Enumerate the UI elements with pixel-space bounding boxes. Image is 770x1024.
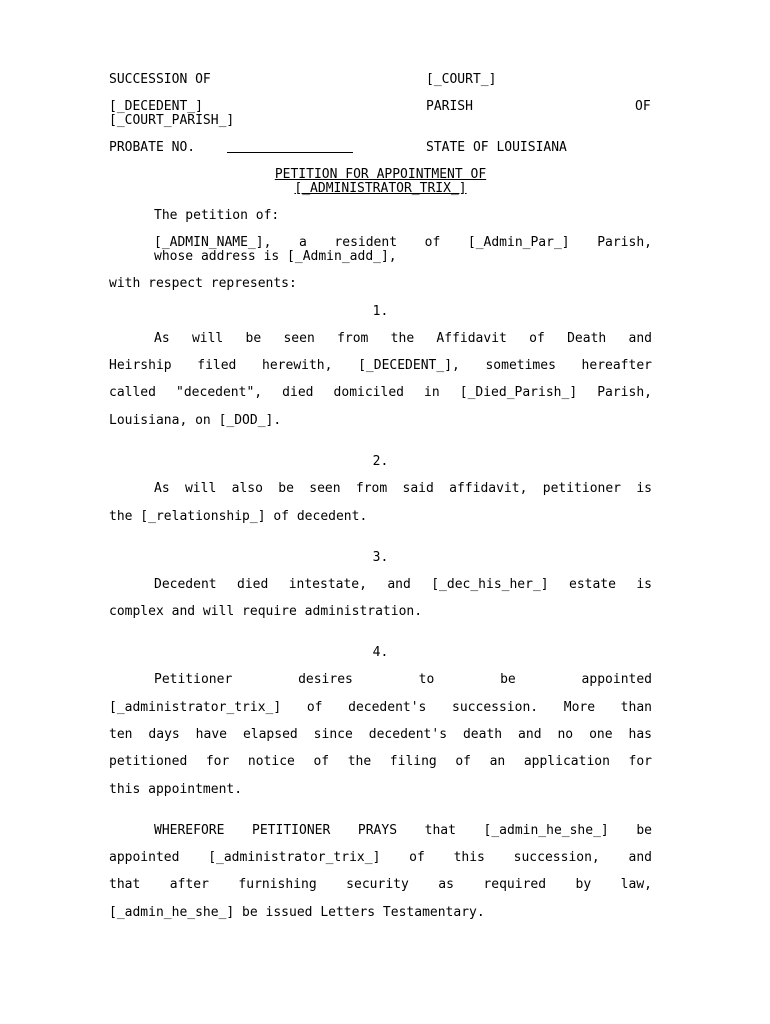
prayer-line-4: [_admin_he_she_] be issued Letters Testamentary. <box>109 905 485 920</box>
petition-of: The petition of: <box>154 208 280 223</box>
section-number-4: 4. <box>372 645 389 660</box>
section-4-line-5: this appointment. <box>109 782 243 797</box>
section-1-line-3: called "decedent", died domiciled in [_Died_Parish_] Parish, <box>109 385 652 400</box>
section-2-line-1: As will also be seen from said affidavit, petitioner is <box>154 481 652 496</box>
section-1-line-1: As will be seen from the Affidavit of Death and <box>154 331 652 346</box>
caption-court-parish: [_COURT_PARISH_] <box>109 113 235 128</box>
section-4-line-3: ten days have elapsed since decedent's death and no one has <box>109 727 652 742</box>
probate-number-blank <box>227 152 353 153</box>
title-line-1: PETITION FOR APPOINTMENT OF <box>274 167 487 182</box>
section-3-line-2: complex and will require administration. <box>109 604 423 619</box>
respectfully-represents: with respect represents: <box>109 276 297 291</box>
caption-succession-of: SUCCESSION OF <box>109 72 211 87</box>
prayer-line-3: that after furnishing security as required by law, <box>109 877 652 892</box>
section-number-2: 2. <box>372 454 389 469</box>
prayer-line-1: WHEREFORE PETITIONER PRAYS that [_admin_he_she_] be <box>154 823 652 838</box>
section-1-line-4: Louisiana, on [_DOD_]. <box>109 413 282 428</box>
caption-state: STATE OF LOUISIANA <box>426 140 567 155</box>
section-number-3: 3. <box>372 550 389 565</box>
caption-of: OF <box>635 99 651 114</box>
section-4-line-2: [_administrator_trix_] of decedent's succession. More than <box>109 700 652 715</box>
section-3-line-1: Decedent died intestate, and [_dec_his_her_] estate is <box>154 577 652 592</box>
section-2-line-2: the [_relationship_] of decedent. <box>109 509 368 524</box>
title-line-2: [_ADMINISTRATOR_TRIX_] <box>294 181 467 196</box>
admin-line-2: whose address is [_Admin_add_], <box>154 249 397 264</box>
prayer-line-2: appointed [_administrator_trix_] of this succession, and <box>109 850 652 865</box>
section-4-line-1: Petitioner desires to be appointed <box>154 672 652 687</box>
caption-decedent: [_DECEDENT_] <box>109 99 203 114</box>
caption-parish: PARISH <box>426 99 473 114</box>
section-1-line-2: Heirship filed herewith, [_DECEDENT_], sometimes hereafter <box>109 358 652 373</box>
admin-line-1: [_ADMIN_NAME_], a resident of [_Admin_Par_] Parish, <box>154 235 652 250</box>
caption-probate-no: PROBATE NO. <box>109 140 196 155</box>
section-number-1: 1. <box>372 304 389 319</box>
caption-court: [_COURT_] <box>426 72 497 87</box>
section-4-line-4: petitioned for notice of the filing of an application for <box>109 754 652 769</box>
